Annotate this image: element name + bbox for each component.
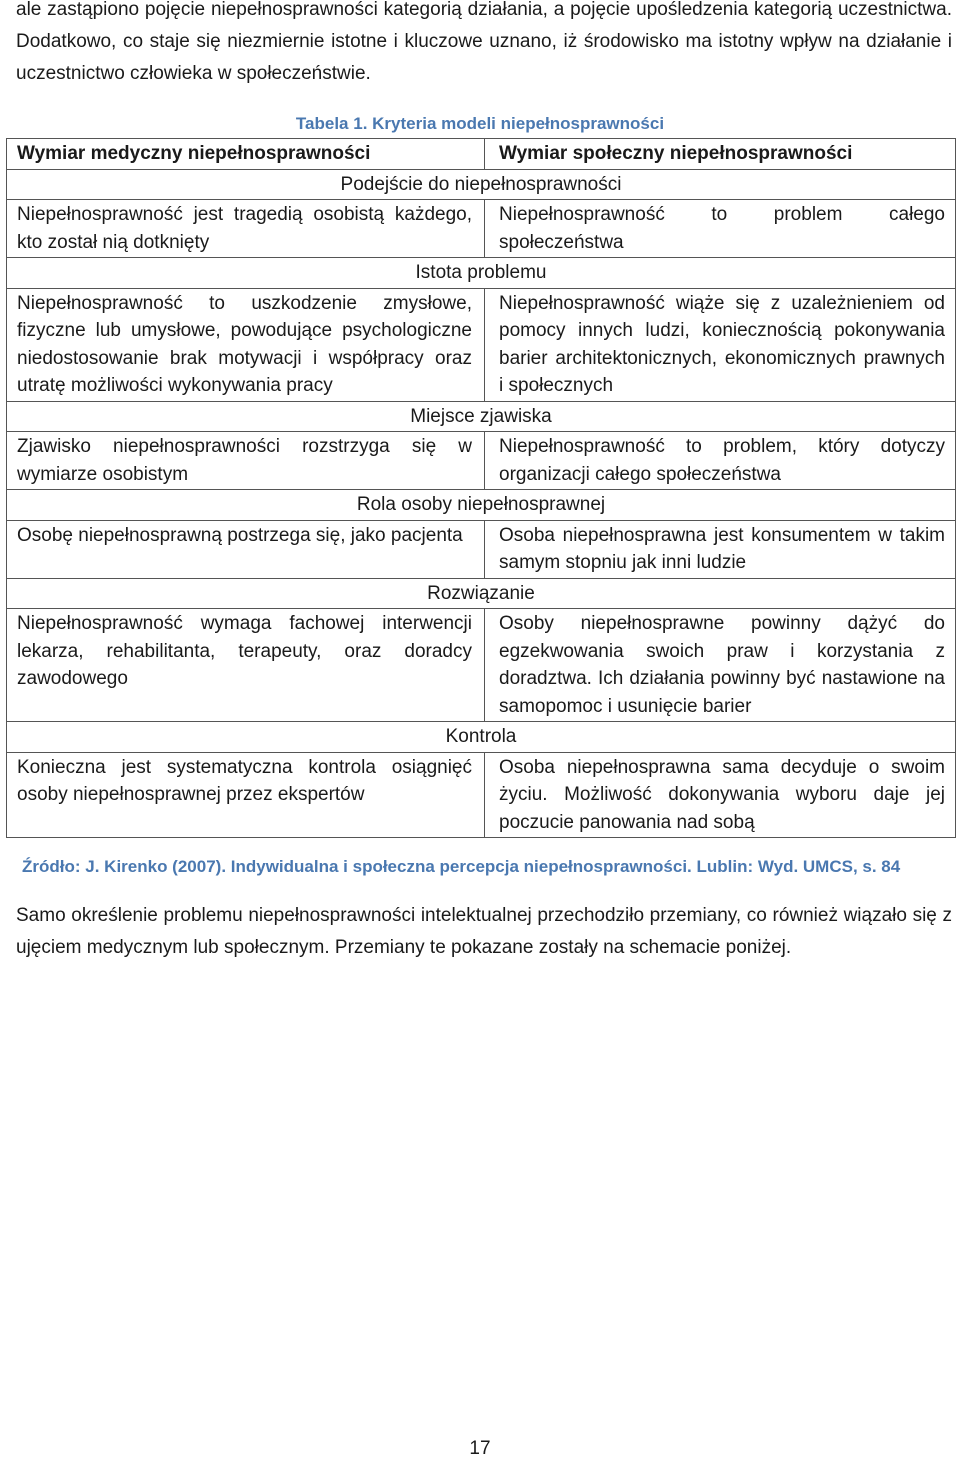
table-row bbox=[7, 288, 956, 401]
section-title: Rola osoby niepełnosprawnej bbox=[7, 490, 956, 521]
table-row bbox=[7, 520, 956, 578]
section-title-row bbox=[7, 169, 956, 200]
medical-cell: Konieczna jest systematyczna kontrola osiągnięć osoby niepełnosprawnej przez ekspertów bbox=[7, 752, 485, 838]
section-title: Kontrola bbox=[7, 722, 956, 753]
medical-cell: Osobę niepełnosprawną postrzega się, jako pacjenta bbox=[7, 520, 485, 578]
section-title: Istota problemu bbox=[7, 258, 956, 289]
header-medical: Wymiar medyczny niepełnosprawności bbox=[7, 139, 485, 170]
section-title-row bbox=[7, 578, 956, 609]
table-row bbox=[7, 752, 956, 838]
medical-cell: Niepełnosprawność jest tragedią osobistą każdego, kto został nią dotknięty bbox=[7, 200, 485, 258]
table-source: Źródło: J. Kirenko (2007). Indywidualna i społeczna percepcja niepełnosprawności. Lublin: Wyd. UMCS, s. 84 bbox=[22, 857, 901, 876]
social-cell: Osoby niepełnosprawne powinny dążyć do egzekwowania swoich praw i korzystania z doradztwa. Ich działania powinny być nastawione na samopomoc i usunięcie barier bbox=[485, 609, 956, 722]
section-title-row bbox=[7, 490, 956, 521]
medical-cell: Niepełnosprawność to uszkodzenie zmysłowe, fizyczne lub umysłowe, powodujące psychologiczne niedostosowanie brak motywacji i współpracy oraz utratę możliwości wykonywania pracy bbox=[7, 288, 485, 401]
section-title-row bbox=[7, 258, 956, 289]
table-row bbox=[7, 609, 956, 722]
section-title-row bbox=[7, 401, 956, 432]
section-title-row bbox=[7, 722, 956, 753]
medical-cell: Niepełnosprawność wymaga fachowej interwencji lekarza, rehabilitanta, terapeuty, oraz doradcy zawodowego bbox=[7, 609, 485, 722]
table-row bbox=[7, 200, 956, 258]
medical-cell: Zjawisko niepełnosprawności rozstrzyga się w wymiarze osobistym bbox=[7, 432, 485, 490]
closing-paragraph: Samo określenie problemu niepełnosprawności intelektualnej przechodziło przemiany, co również wiązało się z ujęciem medycznym lub społecznym. Przemiany te pokazane zostały na schemacie poniżej. bbox=[16, 905, 952, 958]
header-social: Wymiar społeczny niepełnosprawności bbox=[485, 139, 956, 170]
section-title: Miejsce zjawiska bbox=[7, 401, 956, 432]
intro-paragraph: ale zastąpiono pojęcie niepełnosprawności kategorią działania, a pojęcie upośledzenia kategorią uczestnictwa. Dodatkowo, co staje się niezmiernie istotne i kluczowe uznano, iż środowisko ma istotny wpływ na działanie i uczestnictwo człowieka w społeczeństwie. bbox=[16, 0, 952, 84]
social-cell: Niepełnosprawność to problem całego społeczeństwa bbox=[485, 200, 956, 258]
social-cell: Niepełnosprawność wiąże się z uzależnieniem od pomocy innych ludzi, koniecznością pokonywania barier architektonicznych, ekonomicznych prawnych i społecznych bbox=[485, 288, 956, 401]
table-row bbox=[7, 432, 956, 490]
social-cell: Osoba niepełnosprawna jest konsumentem w takim samym stopniu jak inni ludzie bbox=[485, 520, 956, 578]
social-cell: Niepełnosprawność to problem, który dotyczy organizacji całego społeczeństwa bbox=[485, 432, 956, 490]
page-number: 17 bbox=[469, 1438, 491, 1459]
section-title: Podejście do niepełnosprawności bbox=[7, 169, 956, 200]
table-caption: Tabela 1. Kryteria modeli niepełnosprawności bbox=[295, 114, 665, 133]
table-header-row bbox=[7, 139, 956, 170]
criteria-table bbox=[6, 138, 956, 838]
social-cell: Osoba niepełnosprawna sama decyduje o swoim życiu. Możliwość dokonywania wyboru daje jej poczucie panowania nad sobą bbox=[485, 752, 956, 838]
section-title: Rozwiązanie bbox=[7, 578, 956, 609]
